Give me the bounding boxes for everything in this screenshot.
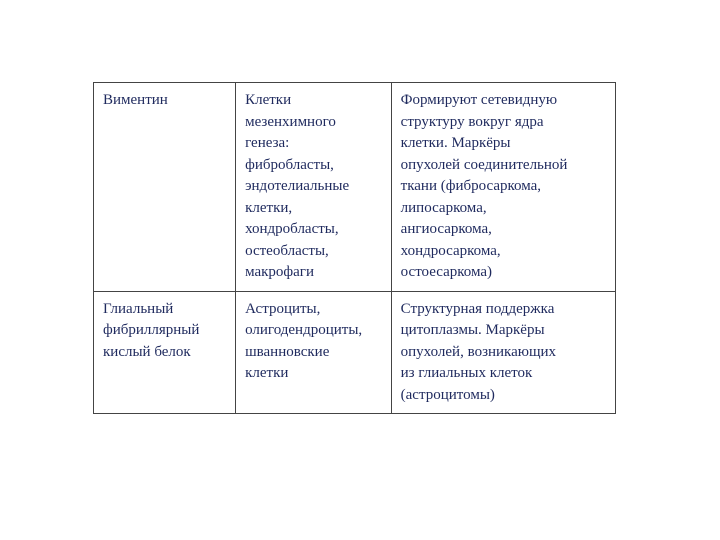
protein-name-cell: Глиальный фибриллярный кислый белок bbox=[94, 291, 236, 414]
protein-name-cell: Виментин bbox=[94, 83, 236, 292]
table-row bbox=[94, 291, 616, 414]
function-cell: Формируют сетевидную структуру вокруг ядра клетки. Маркёры опухолей соединительной ткани (фибросаркома, липосаркома, ангиосаркома, хондросаркома, остоесаркома) bbox=[391, 83, 615, 292]
cell-types-cell: Клетки мезенхимного генеза: фибробласты, эндотелиальные клетки, хондробласты, остеобласты, макрофаги bbox=[236, 83, 392, 292]
intermediate-filaments-table bbox=[93, 82, 616, 414]
function-cell: Структурная поддержка цитоплазмы. Маркёры опухолей, возникающих из глиальных клеток (астроцитомы) bbox=[391, 291, 615, 414]
table-row bbox=[94, 83, 616, 292]
cell-types-cell: Астроциты, олигодендроциты, шванновские клетки bbox=[236, 291, 392, 414]
